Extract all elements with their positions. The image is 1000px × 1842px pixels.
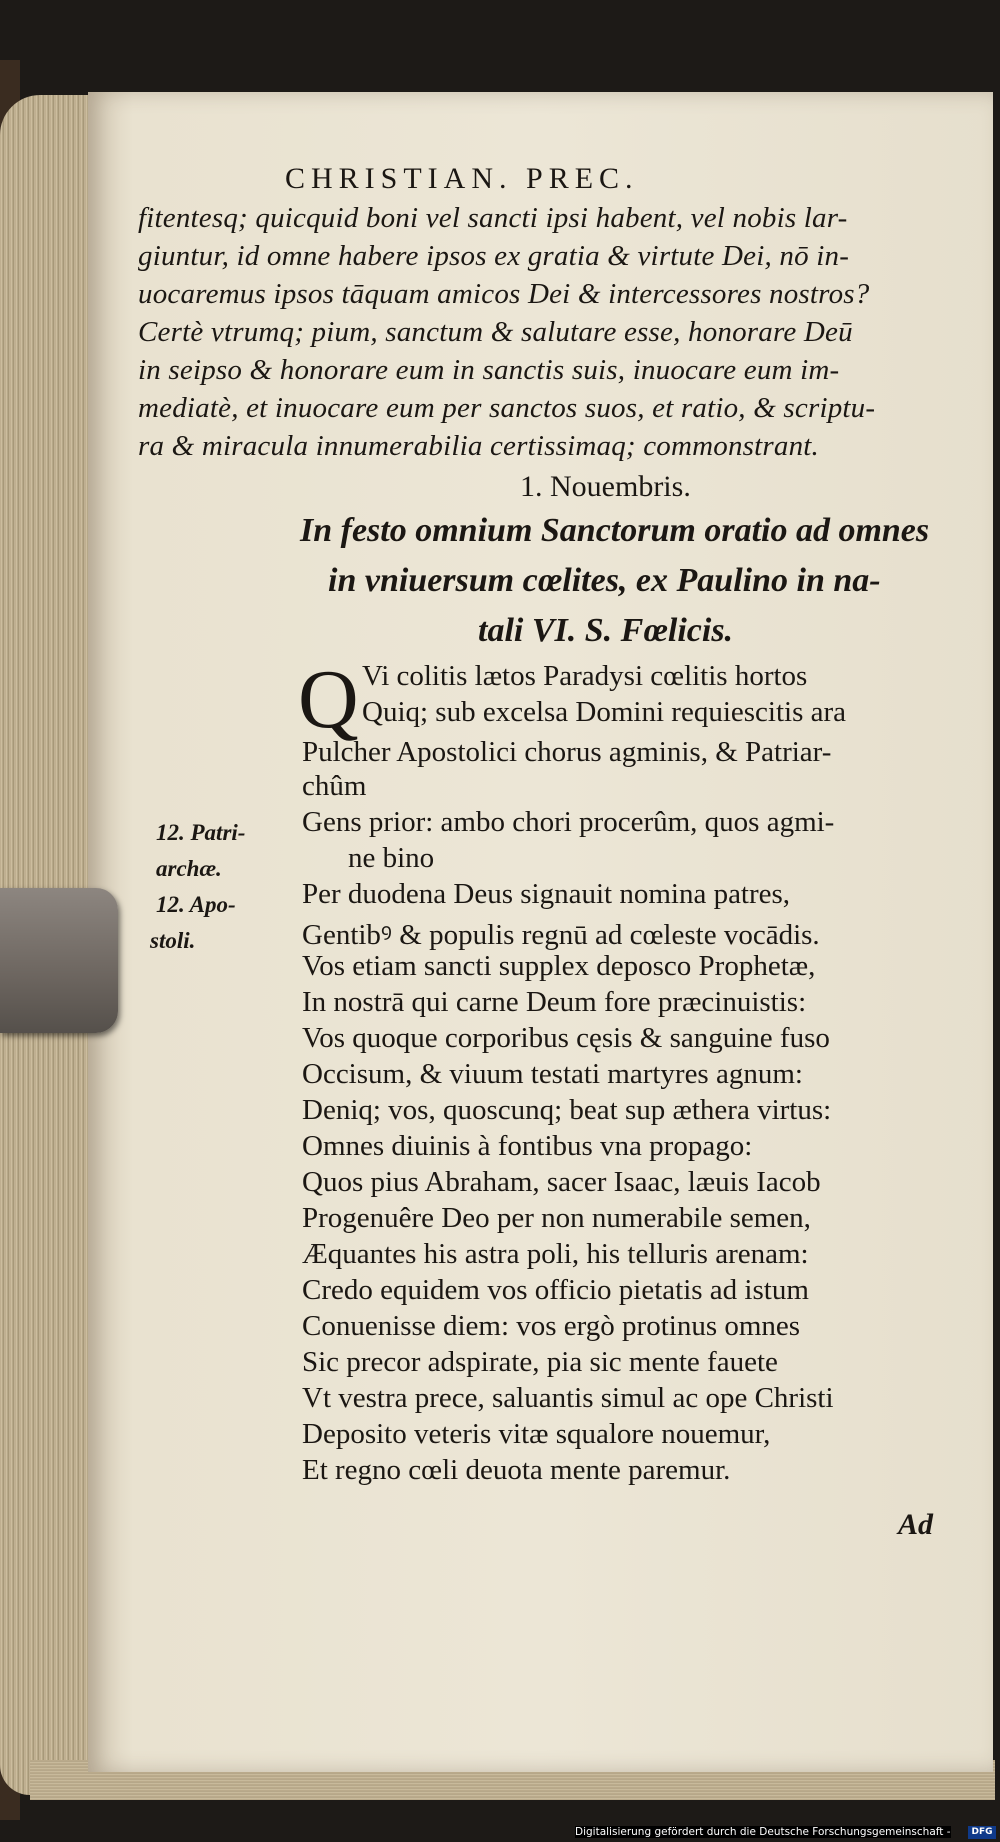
verse-line: Quiq; sub excelsa Domini requiescitis ara (362, 696, 847, 728)
verse-line: Vos etiam sancti supplex deposco Prophetæ, (302, 950, 816, 982)
verse-line: Æquantes his astra poli, his telluris arenam: (302, 1238, 809, 1270)
verse-line: Progenuêre Deo per non numerabile semen, (302, 1202, 811, 1234)
verse-line: chûm (302, 770, 367, 802)
prose-line: fitentesq; quicquid boni vel sancti ipsi habent, vel nobis lar- (138, 202, 848, 234)
verse-line: Vos quoque corporibus cęsis & sanguine fuso (302, 1022, 830, 1054)
digitization-credit: Digitalisierung gefördert durch die Deutsche Forschungsgemeinschaft - (575, 1826, 951, 1838)
drop-cap: Q (298, 653, 359, 746)
prose-line: in seipso & honorare eum in sanctis suis, inuocare eum im- (138, 354, 840, 386)
verse-line: Sic precor adspirate, pia sic mente fauete (302, 1346, 778, 1378)
verse-line: Deposito veteris vitæ squalore nouemur, (302, 1418, 771, 1450)
verse-line: Omnes diuinis à fontibus vna propago: (302, 1130, 753, 1162)
verse-line: In nostrā qui carne Deum fore præcinuistis: (302, 986, 807, 1018)
prayer-title: in vniuersum cœlites, ex Paulino in na- (328, 562, 881, 599)
running-head: CHRISTIAN. PREC. (285, 162, 639, 195)
verse-line: Credo equidem vos officio pietatis ad istum (302, 1274, 809, 1306)
verse-line: Per duodena Deus signauit nomina patres, (302, 878, 791, 910)
verse-line: Occisum, & viuum testati martyres agnum: (302, 1058, 803, 1090)
verse-line: Pulcher Apostolici chorus agminis, & Patriar- (302, 736, 832, 768)
dfg-logo: DFG (968, 1826, 996, 1839)
verse-line: Vt vestra prece, saluantis simul ac ope Christi (302, 1382, 834, 1414)
verse-line: Conuenisse diem: vos ergò protinus omnes (302, 1310, 801, 1342)
verse-line: Quos pius Abraham, sacer Isaac, læuis Iacob (302, 1166, 821, 1198)
prose-line: Certè vtrumq; pium, sanctum & salutare esse, honorare Deū (138, 316, 853, 348)
verse-line: Deniq; vos, quoscunq; beat sup æthera virtus: (302, 1094, 832, 1126)
prose-line: ra & miracula innumerabilia certissimaq; commonstrant. (138, 430, 819, 462)
verse-line: Et regno cœli deuota mente paremur. (302, 1454, 731, 1486)
catchword: Ad (898, 1508, 934, 1541)
prayer-title: In festo omnium Sanctorum oratio ad omnes (300, 512, 930, 549)
marginal-note: archæ. (156, 856, 222, 881)
prose-line: giuntur, id omne habere ipsos ex gratia & virtute Dei, nō in- (138, 240, 850, 272)
marginal-note: 12. Apo- (156, 892, 236, 917)
verse-line: Vi colitis lætos Paradysi cœlitis hortos (362, 660, 808, 692)
prose-line: uocaremus ipsos tāquam amicos Dei & intercessores nostros? (138, 278, 870, 310)
prose-line: mediatè, et inuocare eum per sanctos suos, et ratio, & scriptu- (138, 392, 876, 424)
marginal-note: 12. Patri- (156, 820, 246, 845)
verse-line: ne bino (348, 842, 435, 874)
page-clip (0, 888, 118, 1033)
verse-line: Gentibꝰ & populis regnū ad cœleste vocādis. (302, 919, 820, 951)
date-heading: 1. Nouembris. (520, 470, 691, 503)
marginal-note: stoli. (150, 928, 196, 953)
verse-line: Gens prior: ambo chori procerûm, quos agmi- (302, 806, 835, 838)
prayer-title: tali VI. S. Fœlicis. (478, 612, 734, 649)
